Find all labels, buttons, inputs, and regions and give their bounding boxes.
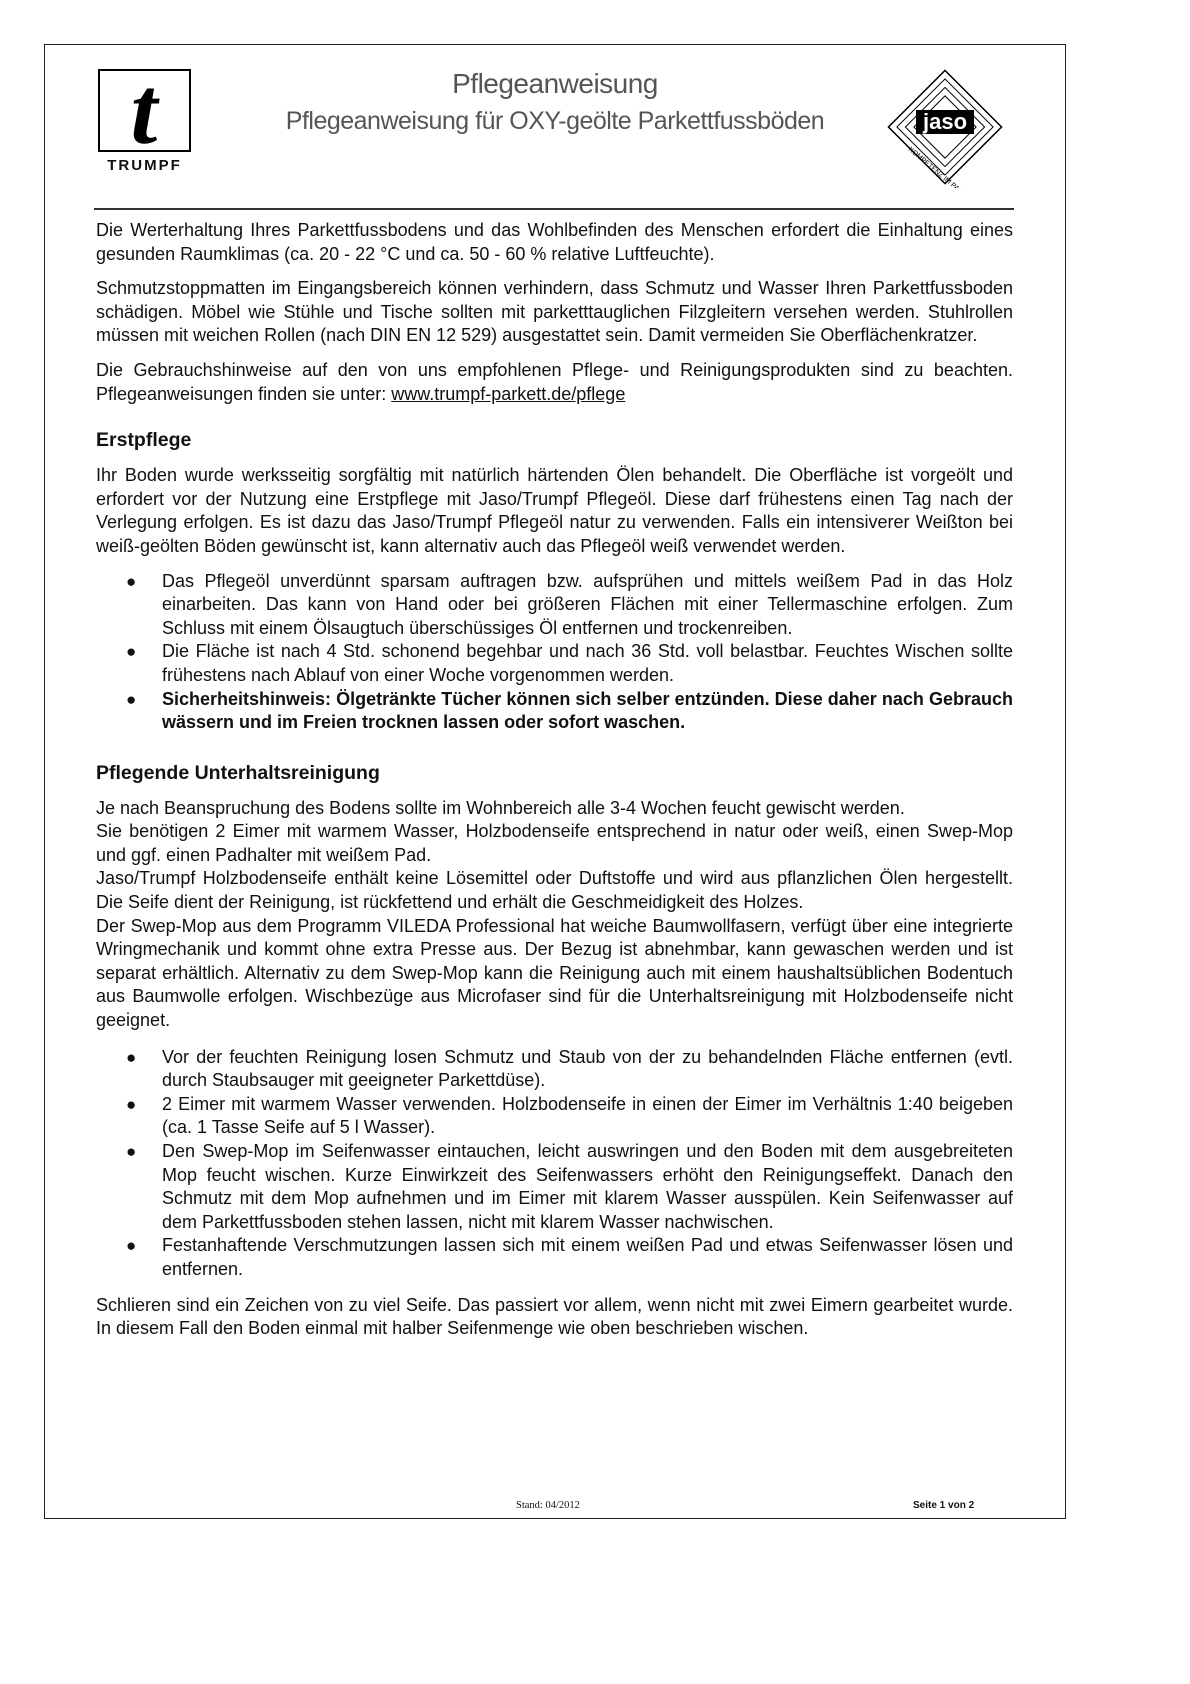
list-item: ● Den Swep-Mop im Seifenwasser eintauchen, leicht auswringen und den Boden mit dem ausgebreiteten Mop feucht wischen. Kurze Einwirkzeit des Seifenwassers erhöht den Reinigungseffekt. Danach den Schmutz mit dem Mop aufnehmen und im Eimer mit klarem Wasser ausspülen. Kein Seifenwasser auf dem Parkettfussboden stehen lassen, nicht mit klarem Wasser nachwischen. [126, 1141, 1013, 1232]
bullet-icon: ● [126, 642, 137, 662]
closing-paragraph: Schlieren sind ein Zeichen von zu viel Seife. Das passiert vor allem, wenn nicht mit zwei Eimern gearbeitet wurde. In diesem Fall den Boden einmal mit halber Seifenmenge wie oben beschrieben wischen. [96, 1294, 1013, 1339]
list-item: ● Die Fläche ist nach 4 Std. schonend begehbar und nach 36 Std. voll belastbar. Feuchtes Wischen sollte frühestens nach Ablauf von einer Woche vorgenommen werden. [126, 641, 1013, 685]
section-heading-erstpflege: Erstpflege [96, 429, 192, 452]
trumpf-logo [98, 69, 191, 152]
unterhalt-paragraph-4: Der Swep-Mop aus dem Programm VILEDA Professional hat weiche Baumwollfasern, verfügt über eine integrierte Wringmechanik und kommt ohne extra Presse aus. Der Bezug ist abnehmbar, kann gewaschen werden und ist separat erhältlich. Alternativ zu dem Swep-Mop kann die Reinigung auch mit einem haushaltsüblichen Bodentuch aus Baumwolle erfolgen. Wischbezüge aus Microfaser sind für die Unterhaltsreinigung mit Holzbodenseife nicht geeignet. [96, 915, 1013, 1031]
svg-text:KOMPETENZ IM PARKETT: KOMPETENZ IM PARKETT [906, 146, 978, 188]
svg-text:jaso: jaso [922, 109, 968, 134]
unterhalt-paragraph-1: Je nach Beanspruchung des Bodens sollte im Wohnbereich alle 3-4 Wochen feucht gewischt werden. [96, 797, 905, 818]
footer-page-number: Seite 1 von 2 [913, 1500, 975, 1511]
document-body [96, 219, 1013, 1352]
page-subtitle: Pflegeanweisung für OXY-geölte Parkettfussböden [285, 107, 825, 135]
erstpflege-list [96, 570, 1013, 735]
bullet-icon: ● [126, 1236, 137, 1256]
header-divider [94, 208, 1014, 210]
bullet-icon: ● [126, 1047, 137, 1067]
intro-paragraph-1: Die Werterhaltung Ihres Parkettfussbodens und das Wohlbefinden des Menschen erfordert die Einhaltung eines gesunden Raumklimas (ca. 20 - 22 °C und ca. 50 - 60 % relative Luftfeuchte). [96, 220, 1013, 264]
intro-paragraph-3-text: Die Gebrauchshinweise auf den von uns empfohlenen Pflege- und Reinigungsprodukten sind zu beachten. Pflegeanweisungen finden sie unter: [96, 359, 1013, 404]
footer-date: Stand: 04/2012 [516, 1500, 580, 1511]
list-item: ● 2 Eimer mit warmem Wasser verwenden. Holzbodenseife in einen der Eimer im Verhältnis 1:40 beigeben (ca. 1 Tasse Seife auf 5 l Wasser). [126, 1093, 1013, 1138]
erstpflege-paragraph: Ihr Boden wurde werksseitig sorgfältig mit natürlich härtenden Ölen behandelt. Die Oberfläche ist vorgeölt und erfordert vor der Nutzung eine Erstpflege mit Jaso/Trumpf Pflegeöl. Diese darf frühestens einen Tag nach der Verlegung erfolgen. Es ist dazu das Jaso/Trumpf Pflegeöl natur zu verwenden. Falls ein intensiverer Weißton bei weiß-geölten Böden gewünscht ist, kann alternativ auch das Pflegeöl weiß verwendet werden. [96, 465, 1013, 556]
bullet-icon: ● [126, 571, 137, 591]
unterhalt-paragraph-2: Sie benötigen 2 Eimer mit warmem Wasser, Holzbodenseife entsprechend in natur oder weiß, einen Swep-Mop und ggf. einen Padhalter mit weißem Pad. [96, 821, 1013, 865]
section-heading-unterhaltsreinigung: Pflegende Unterhaltsreinigung [96, 761, 380, 784]
jaso-logo [884, 66, 1006, 188]
list-item: ● Vor der feuchten Reinigung losen Schmutz und Staub von der zu behandelnden Fläche entfernen (evtl. durch Staubsauger mit geeigneter Parkettdüse). [126, 1046, 1013, 1091]
list-item: ● Festanhaftende Verschmutzungen lassen sich mit einem weißen Pad und etwas Seifenwasser lösen und entfernen. [126, 1235, 1013, 1279]
care-instructions-link[interactable]: www.trumpf-parkett.de/pflege [391, 383, 626, 404]
trumpf-logo-name: TRUMPF [107, 157, 182, 174]
bullet-icon: ● [126, 689, 137, 709]
svg-text:t: t [130, 69, 158, 152]
unterhalt-paragraph-3: Jaso/Trumpf Holzbodenseife enthält keine Lösemittel oder Duftstoffe und wird aus pflanzlichen Ölen hergestellt. Die Seife dient der Reinigung, ist rückfettend und erhält die Geschmeidigkeit des Holzes. [96, 868, 1013, 913]
page-title: Pflegeanweisung [452, 68, 658, 99]
bullet-icon: ● [126, 1142, 137, 1161]
intro-paragraph-3 [96, 359, 1013, 406]
safety-notice: ● Sicherheitshinweis: Ölgetränkte Tücher können sich selber entzünden. Diese daher nach Gebrauch wässern und im Freien trocknen lassen oder sofort waschen. [126, 688, 1013, 733]
bullet-icon: ● [126, 1094, 137, 1114]
list-item: ● Das Pflegeöl unverdünnt sparsam auftragen bzw. aufsprühen und mittels weißem Pad in das Holz einarbeiten. Das kann von Hand oder bei größeren Flächen mit einer Tellermaschine erfolgen. Zum Schluss mit einem Ölsaugtuch überschüssiges Öl entfernen und trockenreiben. [126, 570, 1013, 638]
intro-paragraph-2: Schmutzstoppmatten im Eingangsbereich können verhindern, dass Schmutz und Wasser Ihren Parkettfussboden schädigen. Möbel wie Stühle und Tische sollten mit parketttauglichen Filzgleitern versehen werden. Stuhlrollen müssen mit weichen Rollen (nach DIN EN 12 529) ausgestattet sein. Damit vermeiden Sie Oberflächenkratzer. [96, 278, 1013, 346]
unterhalt-list [96, 1046, 1013, 1282]
